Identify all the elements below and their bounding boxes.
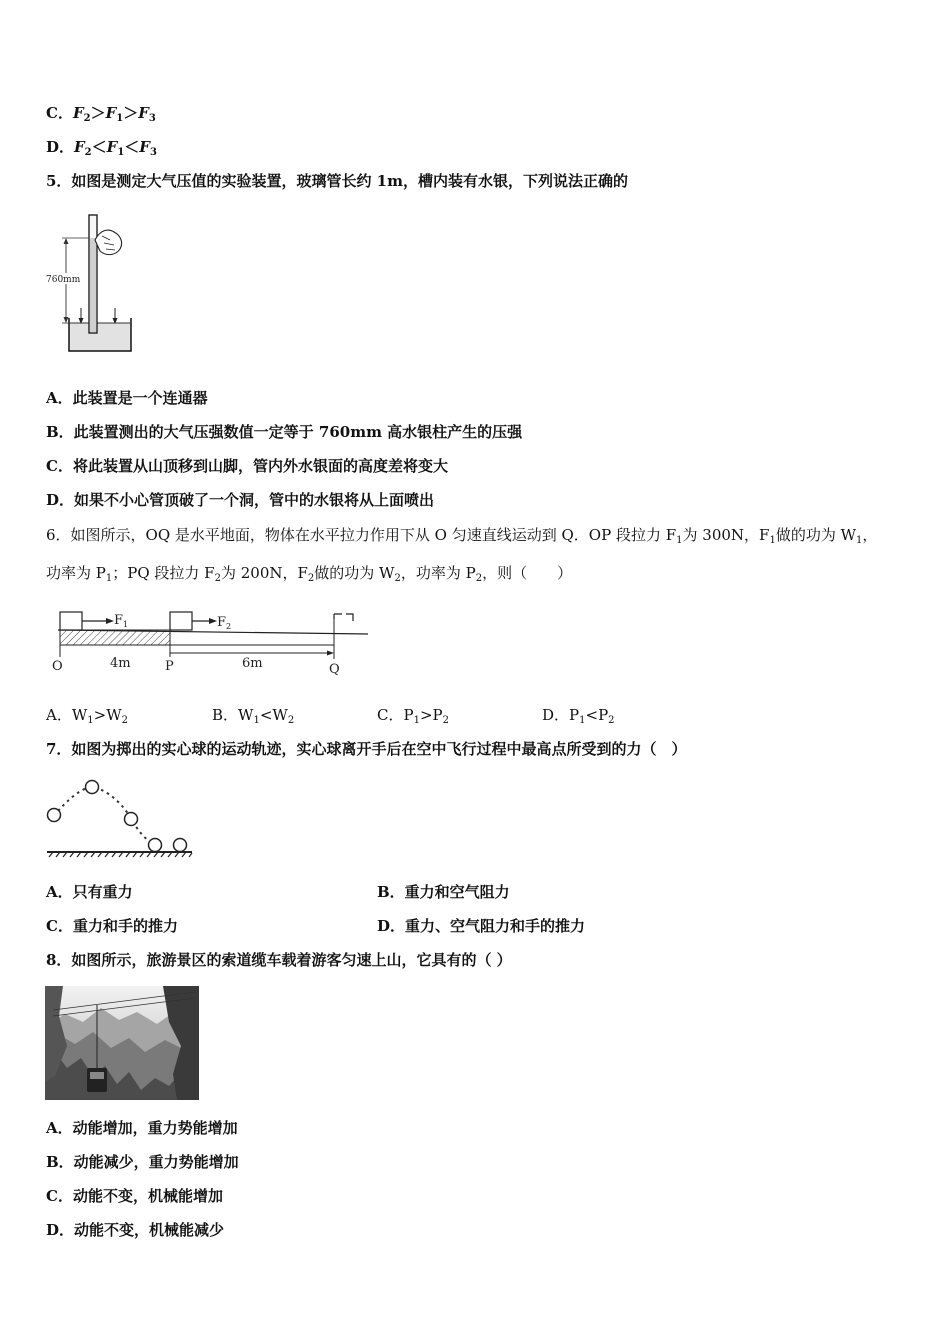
q5-stem: 5．如图是测定大气压值的实验装置，玻璃管长约 1m，槽内装有水银，下列说法正确的	[46, 172, 628, 190]
q6-option-a[interactable]: A．$W_1>W_2$	[46, 706, 129, 726]
ball-5	[174, 839, 187, 852]
q6-stem-line2: 功率为 $P_1$；PQ 段拉力 $F_2$为 200N，$F_2$做的功为 $W_2$，功率为 $P_2$，则（ ）	[46, 564, 573, 584]
mercury-column	[90, 238, 96, 332]
block-at-o	[60, 612, 82, 630]
q8-option-c[interactable]: C．动能不变，机械能增加	[46, 1187, 223, 1205]
svg-text:2: 2	[226, 622, 232, 631]
cable-car	[87, 1068, 107, 1092]
q7-option-c[interactable]: C．重力和手的推力	[46, 917, 178, 935]
force-arrow-f2	[209, 618, 217, 624]
point-p: P	[165, 659, 174, 674]
distance-op: 4m	[110, 656, 131, 671]
q5-barometer-figure	[44, 210, 136, 358]
ball-2	[86, 781, 99, 794]
q8-option-d[interactable]: D．动能不变，机械能减少	[46, 1221, 225, 1239]
ball-4	[149, 839, 162, 852]
q5-option-b[interactable]: B．此装置测出的大气压强数值一定等于 760mm 高水银柱产生的压强	[46, 423, 523, 441]
q7-stem: 7．如图为掷出的实心球的运动轨迹，实心球离开手后在空中飞行过程中最高点所受到的力（ ）	[46, 740, 687, 758]
q8-option-b[interactable]: B．动能减少，重力势能增加	[46, 1153, 239, 1171]
trajectory-path	[58, 787, 152, 843]
q6-motion-figure	[44, 603, 380, 685]
rough-surface-op	[60, 630, 170, 645]
q4-option-c[interactable]: C．$F_2>F_1>F_3$	[46, 104, 156, 124]
block-outline-at-q	[334, 614, 353, 621]
height-label: 760mm	[46, 275, 81, 285]
distance-pq: 6m	[242, 656, 263, 671]
q8-stem: 8．如图所示，旅游景区的索道缆车载着游客匀速上山，它具有的（ ）	[46, 951, 512, 969]
ball-3	[125, 813, 138, 826]
q5-option-a[interactable]: A．此装置是一个连通器	[46, 389, 208, 407]
svg-text:F: F	[217, 615, 227, 630]
svg-text:1: 1	[123, 620, 129, 629]
q6-option-c[interactable]: C．$P_1>P_2$	[377, 706, 449, 726]
block-at-p	[170, 612, 192, 630]
point-q: Q	[329, 662, 340, 677]
q5-option-c[interactable]: C．将此装置从山顶移到山脚，管内外水银面的高度差将变大	[46, 457, 448, 475]
force-arrow-f1	[106, 618, 114, 624]
q6-stem-line1: 6．如图所示，OQ 是水平地面，物体在水平拉力作用下从 O 匀速直线运动到 Q．OP 段拉力 $F_1$为 300N，$F_1$做的功为 $W_1$，	[46, 526, 878, 546]
q7-option-b[interactable]: B．重力和空气阻力	[377, 883, 510, 901]
q6-option-b[interactable]: B．$W_1<W_2$	[212, 706, 295, 726]
q7-option-d[interactable]: D．重力、空气阻力和手的推力	[377, 917, 586, 935]
q5-option-d[interactable]: D．如果不小心管顶破了一个洞，管中的水银将从上面喷出	[46, 491, 435, 509]
q8-cable-car-photo	[45, 986, 199, 1100]
hand-icon	[95, 230, 122, 255]
q6-option-d[interactable]: D．$P_1<P_2$	[542, 706, 615, 726]
svg-text:F: F	[114, 613, 124, 628]
q7-option-a[interactable]: A．只有重力	[46, 883, 133, 901]
ball-1	[48, 809, 61, 822]
q7-trajectory-figure	[44, 773, 194, 861]
point-o: O	[52, 659, 63, 674]
q4-option-d[interactable]: D．$F_2<F_1<F_3$	[46, 138, 157, 158]
mercury-in-trough	[69, 323, 131, 351]
q8-option-a[interactable]: A．动能增加，重力势能增加	[46, 1119, 238, 1137]
